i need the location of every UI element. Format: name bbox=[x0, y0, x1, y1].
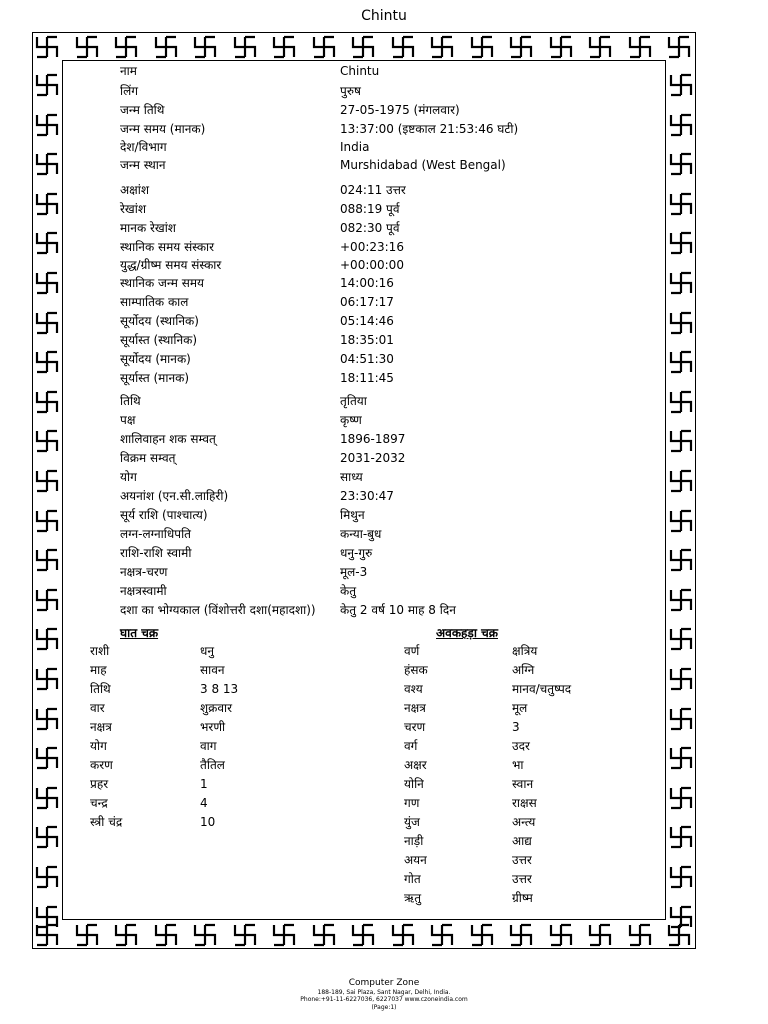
detail-label: नक्षत्र-चरण bbox=[120, 565, 168, 579]
footer-page-number: (Page:1) bbox=[371, 1004, 397, 1011]
swastika-icon bbox=[34, 468, 60, 494]
swastika-icon bbox=[34, 428, 60, 454]
swastika-icon bbox=[34, 508, 60, 534]
detail-value: +00:23:16 bbox=[340, 240, 404, 254]
avakhada-chakra-heading: अवकहड़ा चक्र bbox=[436, 626, 498, 640]
detail-label: शालिवाहन शक सम्वत् bbox=[120, 432, 216, 446]
avakhada-label: वश्य bbox=[404, 682, 423, 696]
swastika-icon bbox=[668, 112, 694, 138]
swastika-icon bbox=[34, 389, 60, 415]
swastika-icon bbox=[34, 666, 60, 692]
swastika-icon bbox=[469, 922, 495, 948]
ghat-value: शुक्रवार bbox=[200, 701, 233, 715]
swastika-icon bbox=[587, 34, 613, 60]
detail-label: स्थानिक जन्म समय bbox=[120, 276, 204, 290]
swastika-icon bbox=[34, 349, 60, 375]
detail-label: दशा का भोग्यकाल (विंशोत्तरी दशा(महादशा)) bbox=[120, 603, 316, 617]
avakhada-value: 3 bbox=[512, 720, 520, 734]
detail-value: Murshidabad (West Bengal) bbox=[340, 158, 506, 172]
swastika-icon bbox=[34, 547, 60, 573]
swastika-icon bbox=[668, 785, 694, 811]
detail-value: तृतिया bbox=[340, 394, 367, 408]
swastika-icon bbox=[74, 34, 100, 60]
detail-value: 27-05-1975 (मंगलवार) bbox=[340, 103, 460, 117]
detail-value: 18:35:01 bbox=[340, 333, 394, 347]
swastika-icon bbox=[34, 151, 60, 177]
swastika-icon bbox=[668, 270, 694, 296]
swastika-icon bbox=[469, 34, 495, 60]
swastika-icon bbox=[668, 745, 694, 771]
avakhada-label: नक्षत्र bbox=[404, 701, 426, 715]
ghat-value: 4 bbox=[200, 796, 208, 810]
ghat-value: 10 bbox=[200, 815, 216, 829]
swastika-icon bbox=[508, 34, 534, 60]
avakhada-value: उत्तर bbox=[512, 853, 532, 867]
avakhada-label: नाड़ी bbox=[404, 834, 424, 848]
avakhada-label: युंज bbox=[404, 815, 420, 829]
avakhada-label: अक्षर bbox=[404, 758, 427, 772]
swastika-icon bbox=[34, 904, 60, 930]
swastika-icon bbox=[34, 626, 60, 652]
detail-value: 082:30 पूर्व bbox=[340, 221, 400, 235]
swastika-icon bbox=[668, 310, 694, 336]
swastika-icon bbox=[668, 864, 694, 890]
detail-label: स्थानिक समय संस्कार bbox=[120, 240, 215, 254]
footer-contact: Phone:+91-11-6227036, 6227037 www.czoneindia.com bbox=[300, 996, 468, 1003]
ghat-label: तिथि bbox=[90, 682, 111, 696]
detail-value: केतु bbox=[340, 584, 357, 598]
ghat-value: भरणी bbox=[200, 720, 226, 734]
detail-label: जन्म समय (मानक) bbox=[120, 122, 206, 136]
detail-value: 04:51:30 bbox=[340, 352, 394, 366]
swastika-icon bbox=[666, 34, 692, 60]
avakhada-label: वर्ण bbox=[404, 644, 420, 658]
swastika-icon bbox=[34, 112, 60, 138]
detail-label: सूर्यास्त (स्थानिक) bbox=[120, 333, 198, 347]
avakhada-label: हंसक bbox=[404, 663, 428, 677]
avakhada-label: गण bbox=[404, 796, 420, 810]
swastika-icon bbox=[34, 270, 60, 296]
ghat-label: स्त्री चंद्र bbox=[90, 815, 123, 829]
swastika-icon bbox=[668, 428, 694, 454]
detail-value: 088:19 पूर्व bbox=[340, 202, 400, 216]
detail-label: लिंग bbox=[120, 84, 139, 98]
detail-value: 13:37:00 (इष्टकाल 21:53:46 घटी) bbox=[340, 122, 519, 136]
swastika-icon bbox=[34, 864, 60, 890]
swastika-icon bbox=[271, 922, 297, 948]
swastika-icon bbox=[429, 34, 455, 60]
detail-value: कृष्ण bbox=[340, 413, 362, 427]
detail-label: विक्रम सम्वत् bbox=[120, 451, 176, 465]
detail-value: 024:11 उत्तर bbox=[340, 183, 406, 197]
detail-value: India bbox=[340, 140, 370, 154]
swastika-icon bbox=[34, 587, 60, 613]
avakhada-label: अयन bbox=[404, 853, 427, 867]
swastika-icon bbox=[587, 922, 613, 948]
ghat-value: तैतिल bbox=[200, 758, 225, 772]
page-title: Chintu bbox=[361, 8, 407, 24]
detail-label: तिथि bbox=[120, 394, 141, 408]
detail-label: सूर्य राशि (पाश्चात्य) bbox=[120, 508, 208, 522]
ghat-label: माह bbox=[90, 663, 107, 677]
swastika-icon bbox=[232, 34, 258, 60]
swastika-icon bbox=[113, 922, 139, 948]
ghat-label: राशी bbox=[90, 644, 110, 658]
detail-label: देश/विभाग bbox=[120, 140, 167, 154]
swastika-icon bbox=[668, 508, 694, 534]
swastika-icon bbox=[668, 824, 694, 850]
ghat-value: वाग bbox=[200, 739, 217, 753]
avakhada-value: उत्तर bbox=[512, 872, 532, 886]
avakhada-label: योनि bbox=[404, 777, 424, 791]
detail-label: सूर्योदय (स्थानिक) bbox=[120, 314, 199, 328]
footer-company: Computer Zone bbox=[348, 978, 420, 988]
swastika-icon bbox=[113, 34, 139, 60]
swastika-icon bbox=[508, 922, 534, 948]
avakhada-value: मानव/चतुष्पद bbox=[512, 682, 572, 696]
detail-value: 18:11:45 bbox=[340, 371, 394, 385]
detail-value: कन्या-बुध bbox=[340, 527, 382, 541]
swastika-icon bbox=[668, 349, 694, 375]
ghat-label: नक्षत्र bbox=[90, 720, 112, 734]
detail-label: युद्ध/ग्रीष्म समय संस्कार bbox=[120, 258, 222, 272]
detail-label: नाम bbox=[120, 64, 137, 78]
detail-value: 05:14:46 bbox=[340, 314, 394, 328]
swastika-icon bbox=[668, 151, 694, 177]
ghat-label: वार bbox=[90, 701, 105, 715]
swastika-icon bbox=[34, 310, 60, 336]
swastika-icon bbox=[34, 72, 60, 98]
swastika-icon bbox=[34, 745, 60, 771]
swastika-icon bbox=[627, 922, 653, 948]
detail-value: केतु 2 वर्ष 10 माह 8 दिन bbox=[340, 603, 456, 617]
avakhada-value: स्वान bbox=[512, 777, 534, 791]
avakhada-label: गोत bbox=[404, 872, 421, 886]
avakhada-value: मूल bbox=[512, 701, 528, 715]
swastika-icon bbox=[350, 34, 376, 60]
swastika-icon bbox=[668, 230, 694, 256]
avakhada-value: क्षत्रिय bbox=[512, 644, 538, 658]
detail-label: सूर्यास्त (मानक) bbox=[120, 371, 190, 385]
detail-label: जन्म तिथि bbox=[120, 103, 165, 117]
swastika-icon bbox=[668, 587, 694, 613]
avakhada-value: भा bbox=[512, 758, 524, 772]
avakhada-label: ऋतु bbox=[404, 891, 422, 905]
detail-label: सूर्योदय (मानक) bbox=[120, 352, 191, 366]
ghat-label: करण bbox=[90, 758, 113, 772]
swastika-icon bbox=[34, 785, 60, 811]
swastika-icon bbox=[429, 922, 455, 948]
detail-label: योग bbox=[120, 470, 137, 484]
swastika-icon bbox=[153, 922, 179, 948]
detail-label: रेखांश bbox=[120, 202, 146, 216]
ghat-value: धनु bbox=[200, 644, 215, 658]
swastika-icon bbox=[668, 547, 694, 573]
avakhada-value: उदर bbox=[512, 739, 530, 753]
ghat-label: योग bbox=[90, 739, 107, 753]
detail-value: 14:00:16 bbox=[340, 276, 394, 290]
ghat-value: 3 8 13 bbox=[200, 682, 239, 696]
swastika-icon bbox=[192, 922, 218, 948]
swastika-icon bbox=[627, 34, 653, 60]
detail-label: राशि-राशि स्वामी bbox=[120, 546, 192, 560]
swastika-icon bbox=[668, 468, 694, 494]
detail-value: धनु-गुरु bbox=[340, 546, 373, 560]
detail-label: साम्पातिक काल bbox=[120, 295, 189, 309]
swastika-icon bbox=[192, 34, 218, 60]
avakhada-value: आद्य bbox=[512, 834, 532, 848]
detail-value: पुरुष bbox=[340, 84, 361, 98]
swastika-icon bbox=[668, 904, 694, 930]
avakhada-value: अन्त्य bbox=[512, 815, 536, 829]
detail-label: नक्षत्रस्वामी bbox=[120, 584, 167, 598]
detail-label: मानक रेखांश bbox=[120, 221, 176, 235]
detail-value: साध्य bbox=[340, 470, 363, 484]
swastika-icon bbox=[548, 34, 574, 60]
ghat-label: चन्द्र bbox=[90, 796, 108, 810]
swastika-icon bbox=[668, 389, 694, 415]
ghat-value: 1 bbox=[200, 777, 208, 791]
detail-label: लग्न-लग्नाधिपति bbox=[120, 527, 192, 541]
detail-value: मूल-3 bbox=[340, 565, 368, 579]
detail-label: जन्म स्थान bbox=[120, 158, 166, 172]
detail-value: 2031-2032 bbox=[340, 451, 406, 465]
swastika-icon bbox=[153, 34, 179, 60]
footer-address: 188-189, Sai Plaza, Sant Nagar, Delhi, India. bbox=[317, 989, 451, 996]
swastika-icon bbox=[311, 922, 337, 948]
swastika-icon bbox=[311, 34, 337, 60]
swastika-icon bbox=[34, 34, 60, 60]
detail-label: अक्षांश bbox=[120, 183, 150, 197]
detail-value: 23:30:47 bbox=[340, 489, 394, 503]
swastika-icon bbox=[668, 626, 694, 652]
swastika-icon bbox=[350, 922, 376, 948]
swastika-icon bbox=[34, 191, 60, 217]
swastika-icon bbox=[74, 922, 100, 948]
swastika-icon bbox=[390, 34, 416, 60]
avakhada-value: ग्रीष्म bbox=[512, 891, 533, 905]
avakhada-label: वर्ग bbox=[404, 739, 418, 753]
ghat-value: सावन bbox=[200, 663, 225, 677]
swastika-icon bbox=[271, 34, 297, 60]
detail-value: 06:17:17 bbox=[340, 295, 394, 309]
swastika-icon bbox=[668, 191, 694, 217]
swastika-icon bbox=[548, 922, 574, 948]
swastika-icon bbox=[232, 922, 258, 948]
swastika-icon bbox=[668, 72, 694, 98]
swastika-icon bbox=[668, 666, 694, 692]
detail-value: मिथुन bbox=[340, 508, 365, 522]
avakhada-value: राक्षस bbox=[512, 796, 537, 810]
ghat-label: प्रहर bbox=[90, 777, 109, 791]
detail-label: पक्ष bbox=[120, 413, 136, 427]
ghat-chakra-heading: घात चक्र bbox=[120, 626, 159, 640]
detail-value: 1896-1897 bbox=[340, 432, 406, 446]
detail-value: +00:00:00 bbox=[340, 258, 404, 272]
avakhada-label: चरण bbox=[404, 720, 426, 734]
swastika-icon bbox=[668, 706, 694, 732]
detail-value: Chintu bbox=[340, 64, 380, 78]
swastika-icon bbox=[390, 922, 416, 948]
detail-label: अयनांश (एन.सी.लाहिरी) bbox=[120, 489, 229, 503]
swastika-icon bbox=[34, 230, 60, 256]
swastika-icon bbox=[34, 706, 60, 732]
avakhada-value: अग्नि bbox=[512, 663, 535, 677]
swastika-icon bbox=[34, 824, 60, 850]
